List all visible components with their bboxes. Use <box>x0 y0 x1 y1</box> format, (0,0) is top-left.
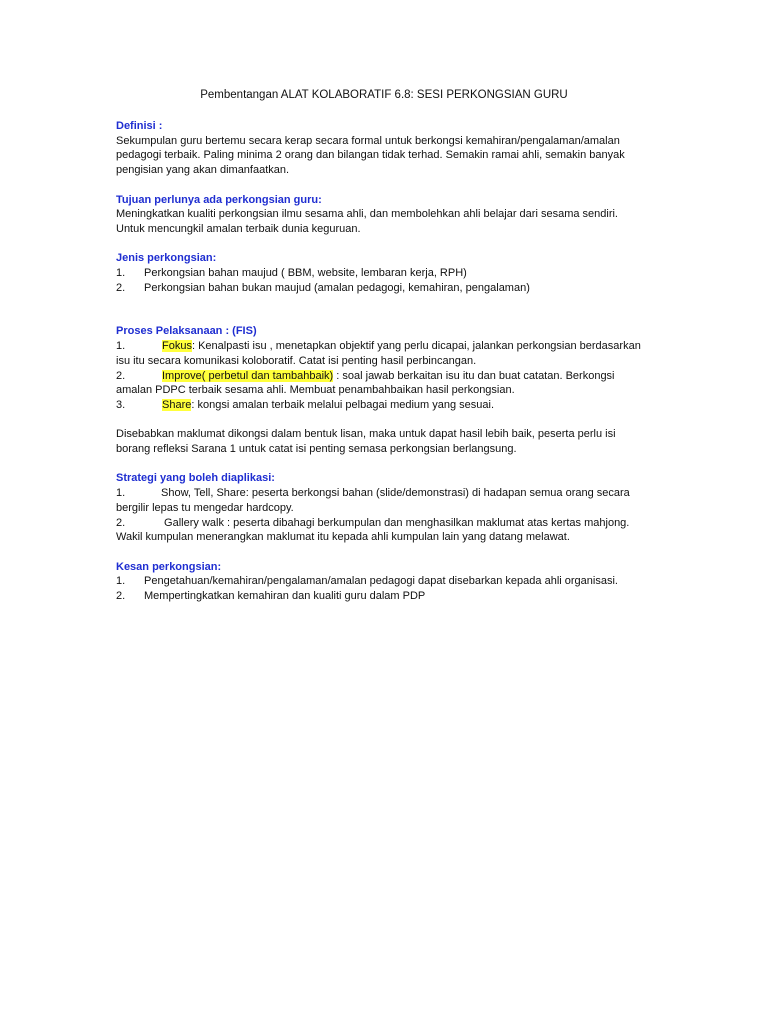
heading-definisi: Definisi : <box>116 120 163 132</box>
highlighted-term: Share <box>162 398 192 411</box>
list-item <box>116 589 646 604</box>
heading-strategi: Strategi yang boleh diaplikasi: <box>116 472 275 485</box>
list-item <box>116 398 646 413</box>
proses-note: Disebabkan maklumat dikongsi dalam bentuk lisan, maka untuk dapat hasil lebih baik, peserta perlu isi borang refleksi Sarana 1 untuk catat isi penting semasa perkongsian berlangsung. <box>116 428 616 456</box>
list-item <box>116 266 646 281</box>
document-body <box>116 119 646 604</box>
list-number: 1. <box>116 340 126 353</box>
list-number: 3. <box>116 398 126 411</box>
list-number: 2. <box>116 516 126 529</box>
list-number: 2. <box>116 590 126 603</box>
list-text: Pengetahuan/kemahiran/pengalaman/amalan pedagogi dapat disebarkan kepada ahli organisasi. <box>144 575 618 588</box>
list-text: : kongsi amalan terbaik melalui pelbagai medium yang sesuai. <box>191 398 495 411</box>
list-item <box>116 281 646 296</box>
tujuan-text: Meningkatkan kualiti perkongsian ilmu sesama ahli, dan membolehkan ahli belajar dari sesama sendiri. Untuk mencungkil amalan terbaik dunia keguruan. <box>116 208 618 235</box>
heading-proses: Proses Pelaksanaan : (FIS) <box>116 325 257 338</box>
list-text: Perkongsian bahan maujud ( BBM, website, lembaran kerja, RPH) <box>144 267 467 279</box>
list-item <box>116 486 646 515</box>
list-text: Perkongsian bahan bukan maujud (amalan pedagogi, kemahiran, pengalaman) <box>144 281 530 294</box>
highlighted-term: Fokus <box>162 340 192 353</box>
list-text: Show, Tell, Share: peserta berkongsi bahan (slide/demonstrasi) di hadapan semua orang secara bergilir lepas tu mengedar hardcopy. <box>116 487 630 514</box>
list-number: 2. <box>116 369 126 382</box>
list-text: : soal jawab berkaitan isu itu dan buat catatan. Berkongsi amalan PDPC terbaik sesama ahli. Membuat penambahbaikan hasil perkongsian. <box>116 369 615 397</box>
list-item <box>116 369 646 398</box>
list-text: : Kenalpasti isu , menetapkan objektif yang perlu dicapai, jalankan perkongsian berdasarkan isu itu secara komunikasi koloboratif. Catat isi penting hasil perbincangan. <box>116 340 641 367</box>
list-number: 1. <box>116 487 126 500</box>
page-title: Pembentangan ALAT KOLABORATIF 6.8: SESI PERKONGSIAN GURU <box>200 89 568 101</box>
highlighted-term: Improve( perbetul dan tambahbaik) <box>162 369 334 382</box>
list-text: Gallery walk : peserta dibahagi berkumpulan dan menghasilkan maklumat atas kertas mahjong. Wakil kumpulan menerangkan maklumat itu kepada ahli kumpulan lain yang datang melawat. <box>116 516 630 544</box>
list-item <box>116 516 646 545</box>
list-item <box>116 574 646 589</box>
list-number: 1. <box>116 267 126 279</box>
heading-tujuan: Tujuan perlunya ada perkongsian guru: <box>116 193 322 206</box>
heading-kesan: Kesan perkongsian: <box>116 560 222 573</box>
list-number: 1. <box>116 575 126 588</box>
list-text: Mempertingkatkan kemahiran dan kualiti guru dalam PDP <box>144 590 426 603</box>
list-number: 2. <box>116 281 126 294</box>
list-item <box>116 339 646 368</box>
definisi-text: Sekumpulan guru bertemu secara kerap secara formal untuk berkongsi kemahiran/pengalaman/amalan pedagogi terbaik. Paling minima 2 orang dan bilangan tidak terhad. Semakin ramai ahli, semakin banyak pengisian yang akan dimanfaatkan. <box>116 134 625 177</box>
heading-jenis: Jenis perkongsian: <box>116 252 217 265</box>
